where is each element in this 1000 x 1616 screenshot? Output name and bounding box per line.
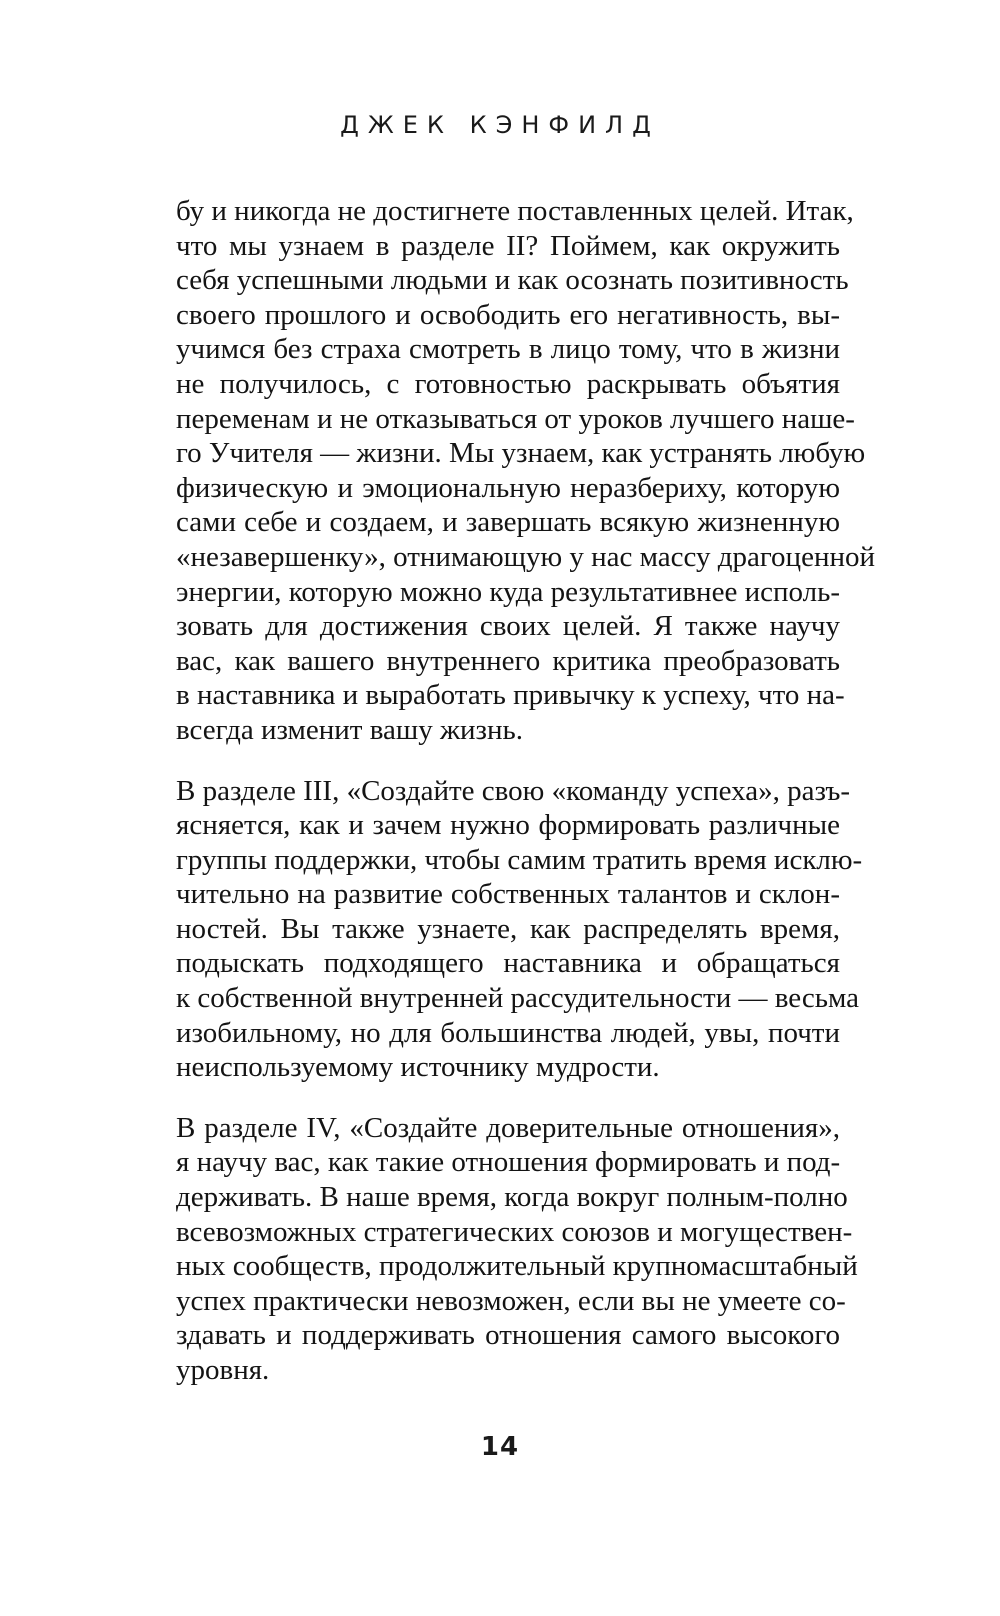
text-line: физическую и эмоциональную неразбериху, которую xyxy=(176,471,840,504)
text-line: всевозможных стратегических союзов и могуществен- xyxy=(176,1215,853,1248)
text-line: своего прошлого и освободить его негативность, вы- xyxy=(176,298,840,331)
paragraph-1 xyxy=(176,194,876,748)
text-line: чительно на развитие собственных талантов и склон- xyxy=(176,878,840,911)
text-line: ных сообществ, продолжительный крупномасштабный xyxy=(176,1250,858,1283)
text-line: я научу вас, как такие отношения формировать и под- xyxy=(176,1146,841,1179)
text-line: здавать и поддерживать отношения самого высокого xyxy=(176,1319,840,1352)
text-line: «незавершенку», отнимающую у нас массу драгоценной xyxy=(176,540,876,573)
text-line: вас, как вашего внутреннего критика преобразовать xyxy=(176,644,840,677)
text-line: в наставника и выработать привычку к успеху, что на- xyxy=(176,679,845,712)
text-line: В разделе IV, «Создайте доверительные отношения», xyxy=(176,1111,840,1144)
text-line: неиспользуемому источнику мудрости. xyxy=(176,1051,660,1084)
text-line: переменам и не отказываться от уроков лучшего наше- xyxy=(176,402,855,435)
text-line: энергии, которую можно куда результативнее исполь- xyxy=(176,575,840,608)
paragraph-2 xyxy=(176,774,863,1085)
text-line: себя успешными людьми и как осознать позитивность xyxy=(176,264,849,297)
text-line: сами себе и создаем, и завершать всякую жизненную xyxy=(176,506,840,539)
text-line: учимся без страха смотреть в лицо тому, что в жизни xyxy=(176,333,840,366)
page-number: 14 xyxy=(480,1432,520,1462)
text-line: ясняется, как и зачем нужно формировать различные xyxy=(176,809,840,842)
text-line: В разделе III, «Создайте свою «команду успеха», разъ- xyxy=(176,774,851,807)
text-line: зовать для достижения своих целей. Я также научу xyxy=(176,610,840,643)
body-text xyxy=(176,194,876,1388)
running-head-author: ДЖЕК КЭНФИЛД xyxy=(340,111,660,139)
text-line: держивать. В наше время, когда вокруг полным-полно xyxy=(176,1181,848,1214)
text-line: ностей. Вы также узнаете, как распределять время, xyxy=(176,912,840,945)
text-line: что мы узнаем в разделе II? Поймем, как окружить xyxy=(176,229,840,262)
text-line: изобильному, но для большинства людей, увы, почти xyxy=(176,1016,840,1049)
text-line: группы поддержки, чтобы самим тратить время исклю- xyxy=(176,843,863,876)
text-line: успех практически невозможен, если вы не умеете со- xyxy=(176,1284,846,1317)
text-line: бу и никогда не достигнете поставленных целей. Итак, xyxy=(176,195,854,227)
paragraph-3 xyxy=(176,1111,858,1388)
text-line: подыскать подходящего наставника и обращаться xyxy=(176,947,840,980)
text-line: уровня. xyxy=(176,1354,270,1386)
text-line: всегда изменит вашу жизнь. xyxy=(176,713,523,746)
text-line: к собственной внутренней рассудительности — весьма xyxy=(176,982,859,1015)
text-line: не получилось, с готовностью раскрывать объятия xyxy=(176,367,840,400)
text-line: го Учителя — жизни. Мы узнаем, как устранять любую xyxy=(176,437,866,470)
